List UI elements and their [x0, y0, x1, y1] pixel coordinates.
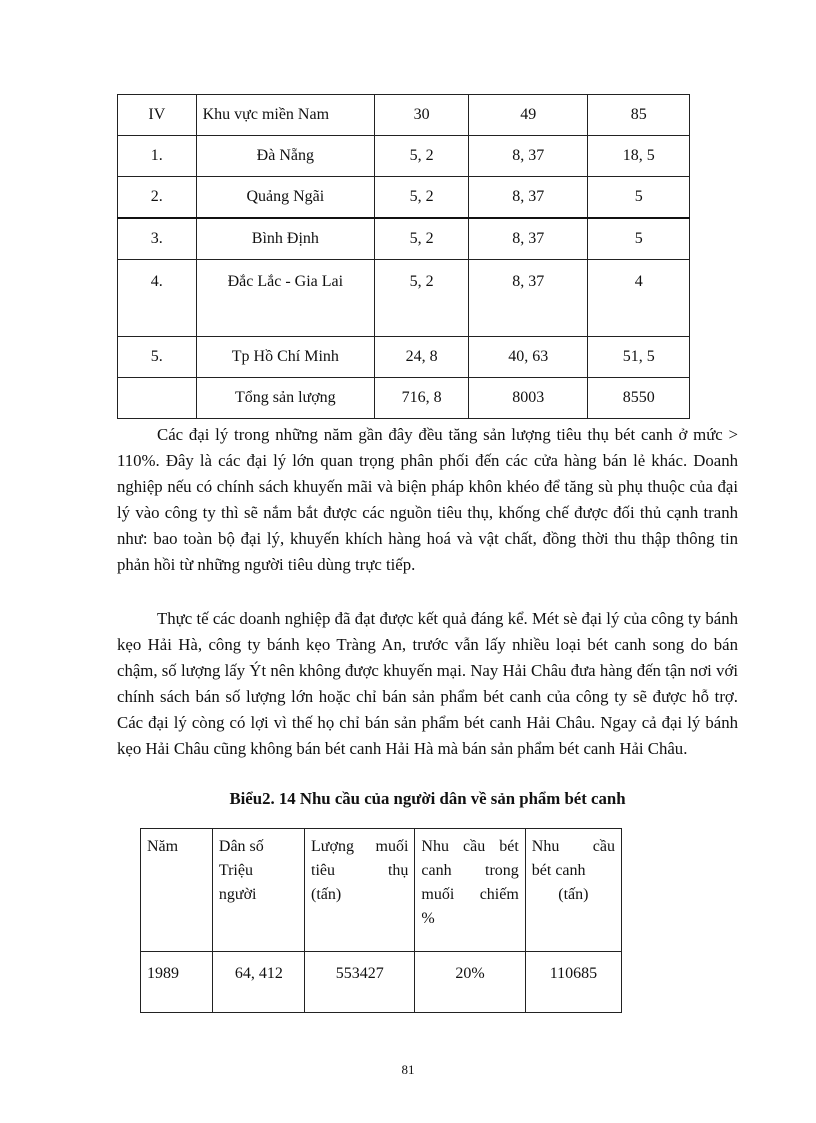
header-text: Năm — [147, 838, 179, 855]
header-text: % — [421, 910, 435, 927]
table-cell: 3. — [118, 218, 197, 260]
table-cell: 5, 2 — [375, 136, 469, 177]
header-text: bét canh — [531, 862, 586, 879]
header-text: người — [218, 886, 257, 903]
table-cell: 8, 37 — [469, 136, 588, 177]
table-row — [118, 260, 690, 337]
table-row — [118, 95, 690, 136]
table-cell: 110685 — [525, 952, 621, 1013]
table-cell: 716, 8 — [375, 378, 469, 419]
table-cell: Đắc Lắc - Gia Lai — [196, 260, 374, 337]
paragraph-text: Các đại lý trong những năm gần đây đều tăng sản lượng tiêu thụ bét canh ở mức > 110%. Đây là các đại lý lớn quan trọng phân phối đến các cửa hàng bán lẻ khác. Doanh nghiệp nếu có chính sách khuyến mãi và biện pháp khôn khéo để tăng sù phụ thuộc của đại lý vào công ty thì sẽ nắm bắt được các nguồn tiêu thụ, khống chế được đối thủ cạnh tranh như: bao toàn bộ đại lý, khuyến khích hàng hoá và vật chất, đồng thời thu thập thông tin phản hồi từ những người tiêu dùng trực tiếp. — [117, 425, 738, 574]
table-cell: 18, 5 — [588, 136, 690, 177]
table-cell: 24, 8 — [375, 337, 469, 378]
table-cell: 5, 2 — [375, 218, 469, 260]
header-text: Triệu — [218, 862, 253, 879]
body-paragraph — [117, 606, 738, 762]
table-cell: 5 — [588, 177, 690, 219]
header-cell — [141, 829, 213, 952]
header-text: Dân số — [218, 838, 264, 855]
table-cell: 8, 37 — [469, 177, 588, 219]
table-cell: 64, 412 — [212, 952, 304, 1013]
table-cell: 2. — [118, 177, 197, 219]
header-text: canh trong — [421, 862, 519, 879]
table-cell: 8, 37 — [469, 218, 588, 260]
table-cell: 30 — [375, 95, 469, 136]
header-cell — [305, 829, 415, 952]
table-cell: 8, 37 — [469, 260, 588, 337]
table-row — [141, 952, 622, 1013]
table-cell: 5, 2 — [375, 177, 469, 219]
regional-sales-table — [117, 94, 690, 419]
table-row — [118, 218, 690, 260]
table-cell: Tổng sản lượng — [196, 378, 374, 419]
page-number: 81 — [401, 1062, 415, 1077]
table-cell: Đà Nẵng — [196, 136, 374, 177]
header-text: (tấn) — [311, 886, 342, 903]
header-text: tiêu thụ — [311, 862, 409, 879]
header-text: Lượng muối — [311, 838, 409, 855]
table-row — [118, 136, 690, 177]
paragraph-text: Thực tế các doanh nghiệp đã đạt được kết quả đáng kể. Mét sè đại lý của công ty bánh kẹo Hải Hà, công ty bánh kẹo Tràng An, trước vẫn lấy nhiều loại bét canh song do bán chậm, số lượng lấy Ýt nên không được khuyến mại. Nay Hải Châu đưa hàng đến tận nơi với chính sách bán số lượng lớn hoặc chỉ bán sản phẩm bét canh của công ty sẽ được hỗ trợ. Các đại lý còng có lợi vì thế họ chỉ bán sản phẩm bét canh Hải Châu. Ngay cả đại lý bánh kẹo Hải Châu cũng không bán bét canh Hải Hà mà bán sản phẩm bét canh Hải Châu. — [117, 609, 738, 758]
table-cell — [118, 378, 197, 419]
body-paragraph — [117, 422, 738, 578]
table-cell: 51, 5 — [588, 337, 690, 378]
salt-demand-table — [140, 828, 622, 1013]
table-cell: Khu vực miền Nam — [196, 95, 374, 136]
table-cell: 5. — [118, 337, 197, 378]
table-cell: 5 — [588, 218, 690, 260]
table-header-row — [141, 829, 622, 952]
header-cell — [415, 829, 525, 952]
table-cell: 4 — [588, 260, 690, 337]
header-text: muối chiếm — [421, 886, 519, 903]
table-caption: Biểu2. 14 Nhu cầu của người dân về sản phẩm bét canh — [229, 789, 626, 808]
table-row — [118, 378, 690, 419]
table-cell: Bình Định — [196, 218, 374, 260]
header-text: (tấn) — [558, 886, 589, 903]
header-text: Nhu cầu bét — [421, 838, 519, 855]
table-row — [118, 337, 690, 378]
header-cell — [525, 829, 621, 952]
header-cell — [212, 829, 304, 952]
table-cell: 85 — [588, 95, 690, 136]
table-cell: 1989 — [141, 952, 213, 1013]
table-cell: 8550 — [588, 378, 690, 419]
table-cell: 4. — [118, 260, 197, 337]
table-cell: 49 — [469, 95, 588, 136]
table-cell: 40, 63 — [469, 337, 588, 378]
table-row — [118, 177, 690, 219]
table-cell: IV — [118, 95, 197, 136]
table-cell: 1. — [118, 136, 197, 177]
table-cell: Tp Hồ Chí Minh — [196, 337, 374, 378]
header-text: Nhu cầu — [531, 838, 615, 855]
table-cell: 20% — [415, 952, 525, 1013]
table-cell: 5, 2 — [375, 260, 469, 337]
table-cell: 553427 — [305, 952, 415, 1013]
table-cell: Quảng Ngãi — [196, 177, 374, 219]
table-cell: 8003 — [469, 378, 588, 419]
